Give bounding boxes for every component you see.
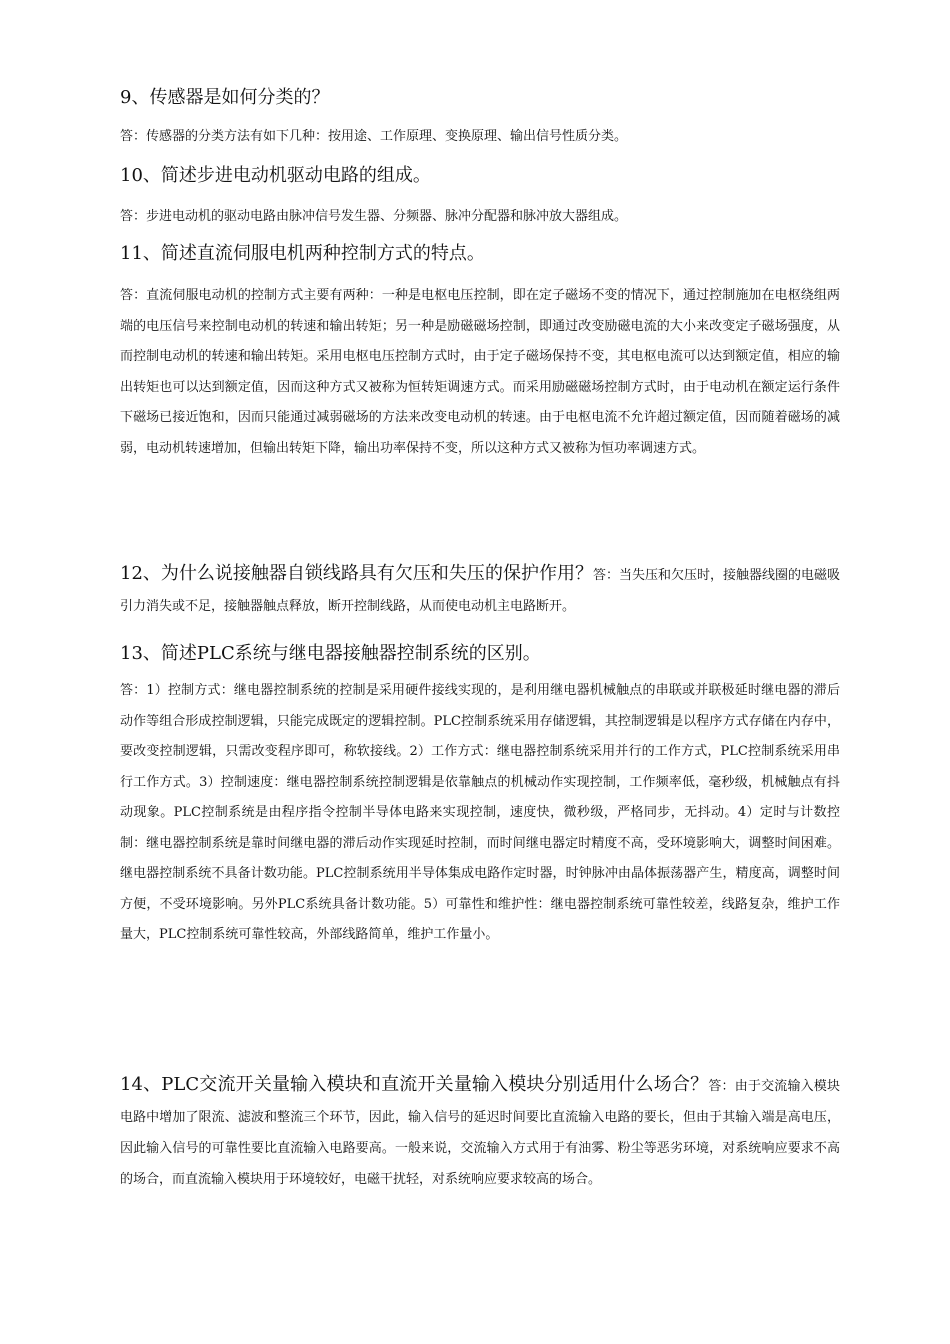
question-14: 14、PLC交流开关量输入模块和直流开关量输入模块分别适用什么场合？ — [120, 1074, 709, 1095]
answer-10: 答：步进电动机的驱动电路由脉冲信号发生器、分频器、脉冲分配器和脉冲放大器组成。 — [120, 209, 628, 224]
answer-12: 答：当失压和欠压时，接触器线圈的电磁吸引力消失或不足，接触器触点释放，断开控制线路，从而使电动机主电路断开。 — [120, 568, 840, 614]
question-13: 13、简述PLC系统与继电器接触器控制系统的区别。 — [120, 643, 541, 664]
answer-14: 答：由于交流输入模块电路中增加了限流、滤波和整流三个环节，因此，输入信号的延迟时间要比直流输入电路的要长，但由于其输入端是高电压，因此输入信号的可靠性要比直流输入电路要高。一般来说，交流输入方式用于有油雾、粉尘等恶劣环境，对系统响应要求不高的场合，而直流输入模块用于环境较好，电磁干扰轻，对系统响应要求较高的场合。 — [120, 1079, 840, 1187]
question-14-block — [120, 1069, 840, 1195]
answer-9: 答：传感器的分类方法有如下几种：按用途、工作原理、变换原理、输出信号性质分类。 — [120, 129, 628, 144]
question-12: 12、为什么说接触器自锁线路具有欠压和失压的保护作用？ — [120, 563, 593, 584]
question-11: 11、简述直流伺服电机两种控制方式的特点。 — [120, 243, 485, 264]
question-9: 9、传感器是如何分类的？ — [120, 87, 330, 108]
answer-11: 答：直流伺服电动机的控制方式主要有两种：一种是电枢电压控制，即在定子磁场不变的情况下，通过控制施加在电枢绕组两端的电压信号来控制电动机的转速和输出转矩；另一种是励磁磁场控制，即通过改变励磁电流的大小来改变定子磁场强度，从而控制电动机的转速和输出转矩。采用电枢电压控制方式时，由于定子磁场保持不变，其电枢电流可以达到额定值，相应的输出转矩也可以达到额定值，因而这种方式又被称为恒转矩调速方式。而采用励磁磁场控制方式时，由于电动机在额定运行条件下磁场已接近饱和，因而只能通过减弱磁场的方法来改变电动机的转速。由于电枢电流不允许超过额定值，因而随着磁场的减弱，电动机转速增加，但输出转矩下降，输出功率保持不变，所以这种方式又被称为恒功率调速方式。 — [120, 288, 840, 456]
question-12-block — [120, 558, 840, 622]
question-10: 10、简述步进电动机驱动电路的组成。 — [120, 165, 431, 186]
answer-13: 答：1）控制方式：继电器控制系统的控制是采用硬件接线实现的，是利用继电器机械触点的串联或并联极延时继电器的滞后动作等组合形成控制逻辑，只能完成既定的逻辑控制。PLC控制系统采用存储逻辑，其控制逻辑是以程序方式存储在内存中，要改变控制逻辑，只需改变程序即可，称软接线。2）工作方式：继电器控制系统采用并行的工作方式，PLC控制系统采用串行工作方式。3）控制速度：继电器控制系统控制逻辑是依靠触点的机械动作实现控制，工作频率低，毫秒级，机械触点有抖动现象。PLC控制系统是由程序指令控制半导体电路来实现控制，速度快，微秒级，严格同步，无抖动。4）定时与计数控制：继电器控制系统是靠时间继电器的滞后动作实现延时控制，而时间继电器定时精度不高，受环境影响大，调整时间困难。继电器控制系统不具备计数功能。PLC控制系统用半导体集成电路作定时器，时钟脉冲由晶体振荡器产生，精度高，调整时间方便，不受环境影响。另外PLC系统具备计数功能。5）可靠性和维护性：继电器控制系统可靠性较差，线路复杂，维护工作量大，PLC控制系统可靠性较高，外部线路简单，维护工作量小。 — [120, 683, 840, 942]
